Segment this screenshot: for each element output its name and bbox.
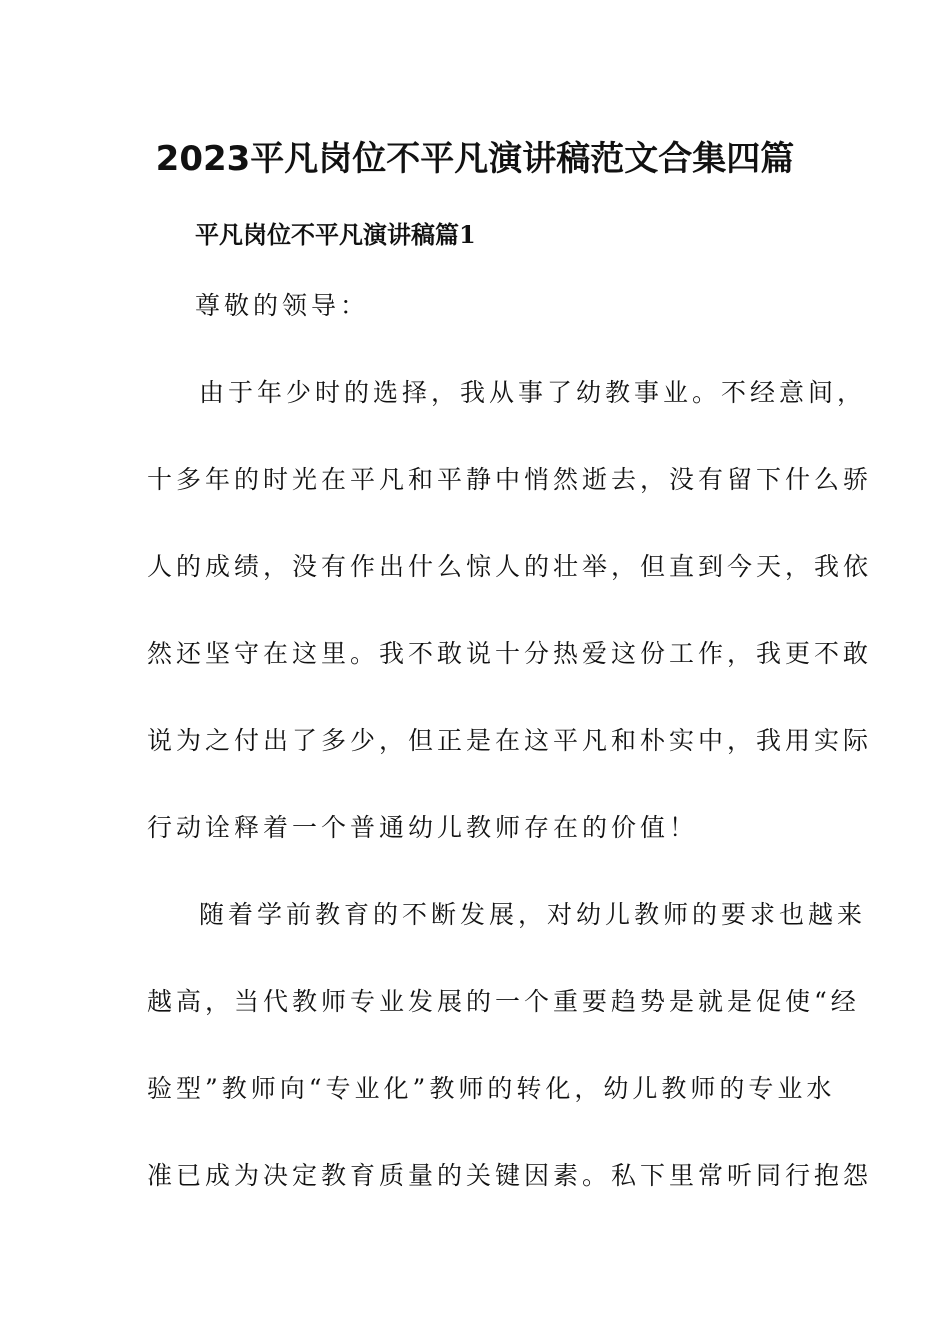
paragraph-line: 然还坚守在这里。我不敢说十分热爱这份工作，我更不敢 bbox=[147, 639, 873, 668]
paragraph-2 bbox=[147, 871, 873, 1219]
paragraph-line: 十多年的时光在平凡和平静中悄然逝去，没有留下什么骄 bbox=[147, 465, 873, 494]
paragraph-line: 说为之付出了多少，但正是在这平凡和朴实中，我用实际 bbox=[147, 726, 873, 755]
paragraph-line: 行动诠释着一个普通幼儿教师存在的价值！ bbox=[147, 813, 699, 842]
paragraph-line: 随着学前教育的不断发展，对幼儿教师的要求也越来 bbox=[199, 900, 867, 929]
paragraph-1 bbox=[147, 349, 873, 871]
section-heading: 平凡岗位不平凡演讲稿篇1 bbox=[195, 220, 476, 249]
document-title: 2023平凡岗位不平凡演讲稿范文合集四篇 bbox=[155, 139, 795, 179]
paragraph-line: 验型”教师向“专业化”教师的转化，幼儿教师的专业水 bbox=[147, 1074, 836, 1103]
paragraph-line: 越高，当代教师专业发展的一个重要趋势是就是促使“经 bbox=[147, 987, 860, 1016]
paragraph-line: 人的成绩，没有作出什么惊人的壮举，但直到今天，我依 bbox=[147, 552, 873, 581]
paragraph-line: 由于年少时的选择，我从事了幼教事业。不经意间， bbox=[199, 378, 867, 407]
paragraph-line: 准已成为决定教育质量的关键因素。私下里常听同行抱怨 bbox=[147, 1161, 873, 1190]
salutation: 尊敬的领导： bbox=[195, 291, 370, 320]
